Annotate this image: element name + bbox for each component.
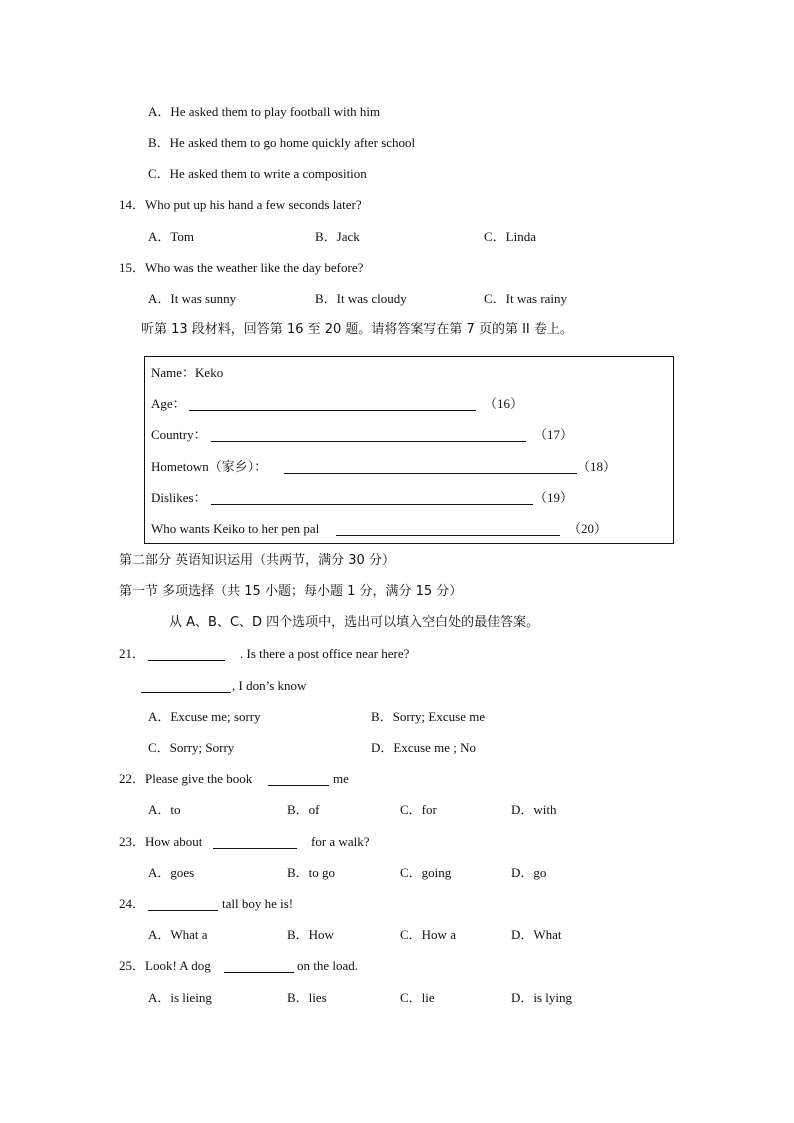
q25-stem-head: 25．Look! A dog bbox=[119, 958, 211, 973]
q15-option-a: A．It was sunny bbox=[148, 291, 237, 306]
q21-blank-2[interactable] bbox=[141, 680, 231, 693]
who-blank[interactable] bbox=[336, 523, 560, 536]
form-age-number: （16） bbox=[484, 396, 524, 411]
form-age-label: Age： bbox=[151, 396, 186, 411]
q23-stem-tail: for a walk? bbox=[311, 834, 370, 849]
form-who-number: （20） bbox=[568, 521, 608, 536]
q25-option-a: A．is lieing bbox=[148, 990, 212, 1005]
dislikes-blank[interactable] bbox=[211, 492, 533, 505]
q23-blank[interactable] bbox=[213, 836, 297, 849]
q21-reply: , I don’s know bbox=[232, 678, 307, 693]
country-blank[interactable] bbox=[211, 429, 526, 442]
q21-option-c: C．Sorry; Sorry bbox=[148, 740, 235, 755]
q14-stem: 14．Who put up his hand a few seconds later? bbox=[119, 197, 362, 212]
form-hometown-number: （18） bbox=[577, 459, 617, 474]
q25-option-b: B．lies bbox=[287, 990, 327, 1005]
form-dislikes-number: （19） bbox=[534, 490, 574, 505]
form-name: Name：Keko bbox=[151, 365, 224, 380]
q25-stem-tail: on the load. bbox=[297, 958, 359, 973]
passage13-instruction: 听第 13 段材料，回答第 16 至 20 题。请将答案写在第 7 页的第 II 卷上。 bbox=[141, 322, 573, 337]
form-dislikes-label: Dislikes： bbox=[151, 490, 207, 505]
q24-option-c: C．How a bbox=[400, 927, 456, 942]
q21-number: 21． bbox=[119, 646, 146, 661]
q25-option-c: C．lie bbox=[400, 990, 435, 1005]
q21-option-d: D．Excuse me ; No bbox=[371, 740, 477, 755]
section1-instruction: 从 A、B、C、D 四个选项中，选出可以填入空白处的最佳答案。 bbox=[169, 615, 540, 630]
q24-option-b: B．How bbox=[287, 927, 334, 942]
q21-blank-1[interactable] bbox=[148, 648, 225, 661]
q25-option-d: D．is lying bbox=[511, 990, 573, 1005]
form-country-number: （17） bbox=[534, 427, 574, 442]
q22-option-c: C．for bbox=[400, 802, 437, 817]
q23-option-b: B．to go bbox=[287, 865, 336, 880]
q24-option-a: A．What a bbox=[148, 927, 208, 942]
form-hometown-label: Hometown（家乡）： bbox=[151, 459, 268, 474]
q24-option-d: D．What bbox=[511, 927, 562, 942]
q23-option-d: D．go bbox=[511, 865, 547, 880]
q21-stem: . Is there a post office near here? bbox=[240, 646, 410, 661]
q14-option-c: C．Linda bbox=[484, 229, 536, 244]
q22-blank[interactable] bbox=[268, 773, 329, 786]
q22-option-d: D．with bbox=[511, 802, 557, 817]
q13-option-c: C．He asked them to write a composition bbox=[148, 166, 367, 181]
answer-form-box bbox=[144, 356, 674, 544]
q21-option-b: B．Sorry; Excuse me bbox=[371, 709, 486, 724]
part2-title: 第二部分 英语知识运用（共两节，满分 30 分） bbox=[119, 553, 395, 568]
q22-stem-tail: me bbox=[333, 771, 349, 786]
q14-option-b: B．Jack bbox=[315, 229, 360, 244]
q13-option-a: A．He asked them to play football with him bbox=[148, 104, 381, 119]
form-who-label: Who wants Keiko to her pen pal bbox=[151, 521, 320, 536]
q15-stem: 15．Who was the weather like the day before? bbox=[119, 260, 364, 275]
q25-blank[interactable] bbox=[224, 960, 294, 973]
q24-stem-head: 24． bbox=[119, 896, 146, 911]
q23-option-c: C．going bbox=[400, 865, 452, 880]
hometown-blank[interactable] bbox=[284, 461, 577, 474]
form-country-label: Country： bbox=[151, 427, 207, 442]
age-blank[interactable] bbox=[189, 398, 476, 411]
q15-option-b: B．It was cloudy bbox=[315, 291, 407, 306]
q23-option-a: A．goes bbox=[148, 865, 195, 880]
q13-option-b: B．He asked them to go home quickly after school bbox=[148, 135, 416, 150]
q22-option-a: A．to bbox=[148, 802, 181, 817]
q23-stem-head: 23．How about bbox=[119, 834, 203, 849]
q24-blank[interactable] bbox=[148, 898, 218, 911]
q14-option-a: A．Tom bbox=[148, 229, 195, 244]
q15-option-c: C．It was rainy bbox=[484, 291, 568, 306]
section1-title: 第一节 多项选择（共 15 小题；每小题 1 分，满分 15 分） bbox=[119, 584, 463, 599]
q24-stem-tail: tall boy he is! bbox=[222, 896, 294, 911]
q22-option-b: B．of bbox=[287, 802, 320, 817]
q21-option-a: A．Excuse me; sorry bbox=[148, 709, 261, 724]
q22-stem-head: 22．Please give the book bbox=[119, 771, 253, 786]
